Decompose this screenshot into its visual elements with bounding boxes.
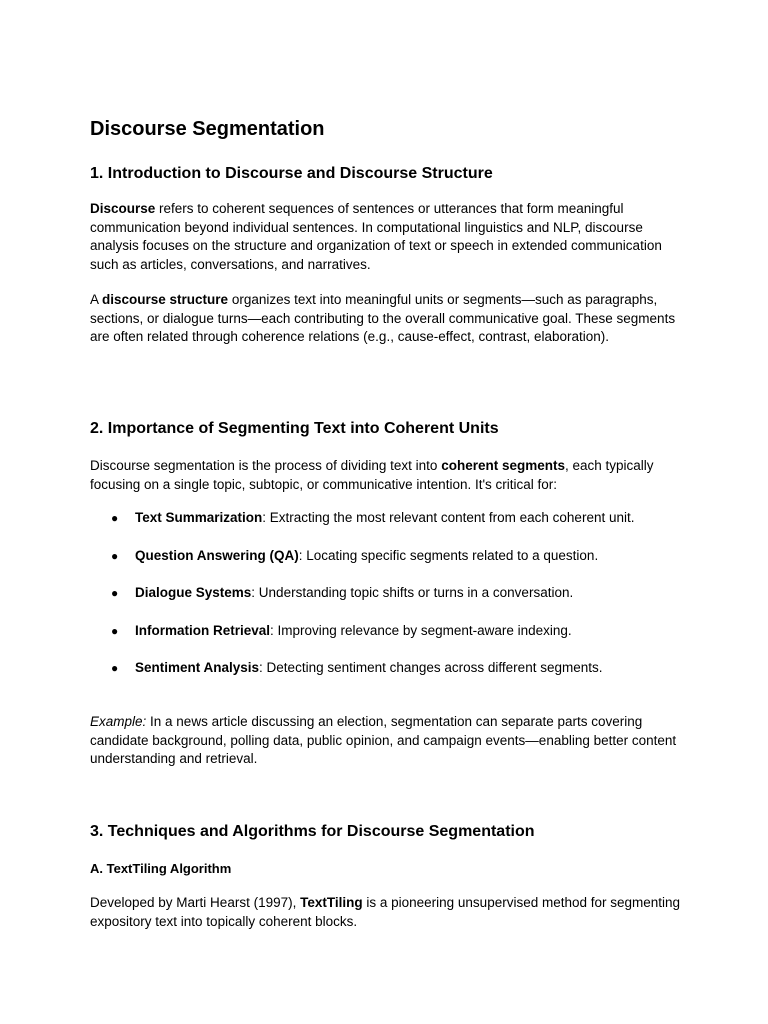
section-3-paragraph-1 [90,894,686,931]
list-item-term: Dialogue Systems [135,585,252,600]
list-item [90,509,686,547]
list-item-term: Text Summarization [135,510,263,525]
section-1-heading: 1. Introduction to Discourse and Discourse Structure [90,165,493,182]
bullet-icon: ● [111,661,119,675]
section-1-paragraph-1 [90,200,686,275]
term-discourse-structure: discourse structure [102,292,229,307]
paragraph-text: refers to coherent sequences of sentences or utterances that form meaningful communication beyond individual sentences. In computational linguistics and NLP, discourse analysis focuses on the structure and organization of text or speech in extended communication such as articles, conversations, and narratives. [90,201,662,273]
bullet-icon: ● [111,586,119,600]
subsection-a-heading: A. TextTiling Algorithm [90,861,232,876]
section-2-intro [90,457,686,494]
paragraph-text: Developed by Marti Hearst (1997), [90,895,301,910]
term-coherent-segments: coherent segments [441,458,565,473]
list-item [90,659,686,697]
applications-list [90,509,686,697]
section-3-heading: 3. Techniques and Algorithms for Discourse Segmentation [90,823,535,840]
bullet-icon: ● [111,548,119,563]
list-item-desc: : Extracting the most relevant content from each coherent unit. [262,510,635,525]
list-item [90,547,686,585]
list-item-desc: : Understanding topic shifts or turns in a conversation. [251,585,574,600]
document-title: Discourse Segmentation [90,118,325,140]
list-item-desc: : Improving relevance by segment-aware indexing. [270,622,572,638]
list-item [90,584,686,622]
bullet-icon: ● [111,511,119,525]
bullet-icon: ● [111,623,119,638]
paragraph-text: organizes text into meaningful units or segments—such as paragraphs, sections, or dialogue turns—each contributing to the overall communicative goal. These segments are often related through coherence relations (e.g., cause-effect, contrast, elaboration). [90,292,676,345]
section-2-heading: 2. Importance of Segmenting Text into Coherent Units [90,420,499,437]
paragraph-text: Discourse segmentation is the process of dividing text into [90,458,442,473]
paragraph-text: , each typically focusing on a single topic, subtopic, or communicative intention. It's critical for: [90,458,654,492]
term-discourse: Discourse [90,201,156,216]
list-item-term: Information Retrieval [135,622,271,638]
paragraph-text: is a pioneering unsupervised method for segmenting expository text into topically coherent blocks. [90,895,681,929]
list-item-term: Question Answering (QA) [135,547,299,563]
section-1-paragraph-2 [90,291,686,347]
list-item-desc: : Locating specific segments related to a question. [298,547,599,563]
example-label: Example: [90,714,147,729]
term-texttiling: TextTiling [300,895,363,910]
list-item-desc: : Detecting sentiment changes across different segments. [259,660,603,675]
list-item-term: Sentiment Analysis [135,660,260,675]
list-item [90,622,686,660]
paragraph-text: A [90,292,103,307]
paragraph-text: In a news article discussing an election, segmentation can separate parts covering candidate background, polling data, public opinion, and campaign events—enabling better content understanding and retrieval. [90,714,677,767]
example-paragraph [90,713,686,769]
